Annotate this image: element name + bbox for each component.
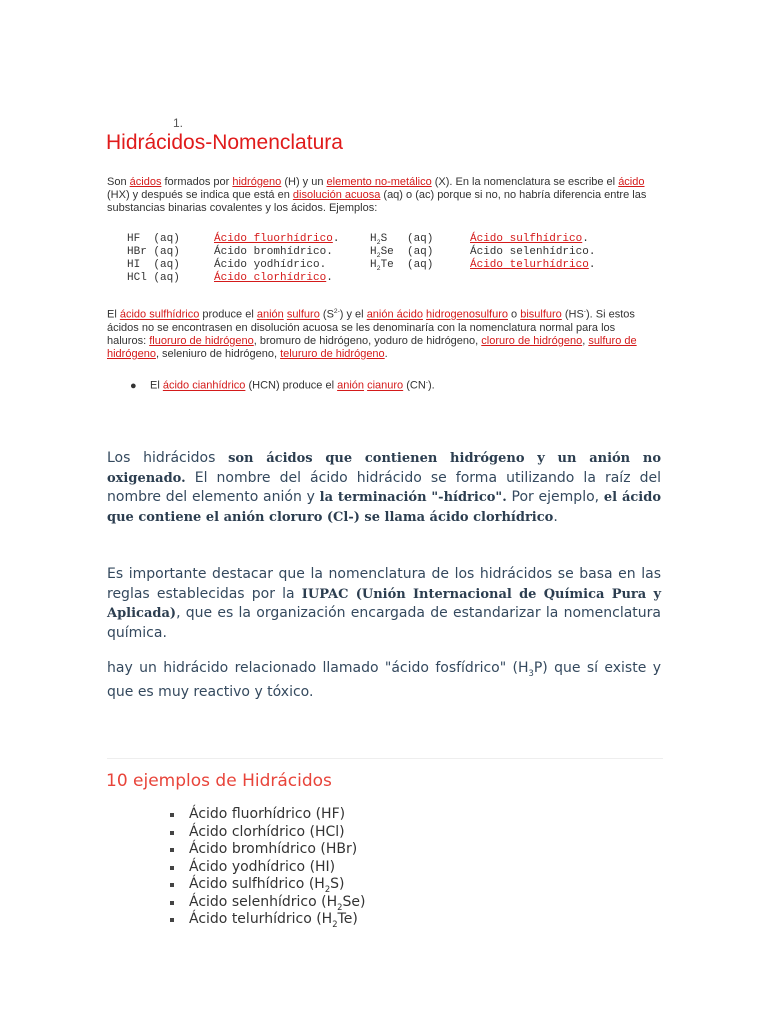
link-anion[interactable]: anión <box>337 379 365 392</box>
link-anion[interactable]: anión <box>256 308 284 321</box>
example-name: Ácido telurhídrico. <box>470 259 596 271</box>
link-anion-acido[interactable]: anión ácido <box>366 308 423 321</box>
example-name: Ácido sulfhídrico. <box>470 233 589 245</box>
page-title: Hidrácidos-Nomenclatura <box>106 131 343 154</box>
example-name: Ácido clorhídrico. <box>214 272 333 284</box>
square-bullet-icon <box>170 848 174 852</box>
link-cloruro-de-hidrogeno[interactable]: cloruro de hidrógeno <box>481 334 583 347</box>
example-formula: $H_2Se$ (aq) <box>370 246 434 260</box>
link-telururo-de-hidrogeno[interactable]: telururo de hidrógeno <box>280 347 385 360</box>
link-acido-cianhidrico[interactable]: ácido cianhídrico <box>162 379 246 392</box>
square-bullet-icon <box>170 813 174 817</box>
example-formula: HBr (aq) <box>127 246 180 258</box>
example-formula: HF (aq) <box>127 233 180 245</box>
link-bisulfuro[interactable]: bisulfuro <box>520 308 562 321</box>
square-bullet-icon <box>170 901 174 905</box>
example-name: Ácido selenhídrico. <box>470 246 596 258</box>
hidracidos-definition-paragraph: Los hidrácidos son ácidos que contienen hidrógeno y un anión no oxigenado. El nombre del ácido hidrácido se forma utilizando la raíz del nombre del elemento anión y la terminación "-hídrico". Por ejemplo, el ácido que contiene el anión cloruro (Cl-) se llama ácido clorhídrico. <box>107 450 661 525</box>
list-item: ● El ácido cianhídrico (HCN) produce el anión cianuro (CN-). <box>130 379 435 392</box>
example-name: Ácido yodhídrico. <box>214 259 327 271</box>
divider <box>107 758 663 759</box>
example-formula: HCl (aq) <box>127 272 180 284</box>
link-elemento-no-metalico[interactable]: elemento no-metálico <box>326 176 432 188</box>
link-cianuro[interactable]: cianuro <box>367 379 404 392</box>
link-fluoruro-de-hidrogeno[interactable]: fluoruro de hidrógeno <box>149 334 254 347</box>
link-acido-telurhidrico[interactable]: Ácido telurhídrico <box>470 259 589 271</box>
example-name: Ácido bromhídrico. <box>214 246 333 258</box>
link-sulfuro-de-hidrogeno[interactable]: sulfuro de hidrógeno <box>107 334 637 360</box>
link-acido-fluorhidrico[interactable]: Ácido fluorhídrico <box>214 233 333 245</box>
sulfhidrico-paragraph: El ácido sulfhídrico produce el anión sulfuro $(S^{2-})$ y el anión ácido hidrogenosulfuro o bisulfuro (HS-). Si estos ácidos no se encontrasen en disolución acuosa se les denominaría con la nomenclatura normal para los haluros: fluoruro de hidrógeno, bromuro de hidrógeno, yoduro de hidrógeno, cloruro de hidrógeno, sulfuro de hidrógeno, seleniuro de hidrógeno, telururo de hidrógeno. <box>107 308 637 360</box>
link-disolucion-acuosa[interactable]: disolución acuosa <box>292 189 381 201</box>
example-formula: $H_2S$ (aq) <box>370 233 434 247</box>
square-bullet-icon <box>170 883 174 887</box>
bullet-icon: ● <box>130 379 137 392</box>
fosfidrico-paragraph: hay un hidrácido relacionado llamado "ácido fosfídrico" $(H_3P)$ que sí existe y que es muy reactivo y tóxico. <box>107 660 661 701</box>
square-bullet-icon <box>170 918 174 922</box>
intro-paragraph: Son ácidos formados por hidrógeno (H) y un elemento no-metálico (X). En la nomenclatura se escribe el ácido (HX) y después se indica que está en disolución acuosa (aq) o (ac) porque si no, no habría diferencia entre las substancias binarias covalentes y los ácidos. Ejemplos: <box>107 176 647 214</box>
example-formula: HI (aq) <box>127 259 180 271</box>
link-acidos[interactable]: ácidos <box>129 176 162 188</box>
example-name: Ácido fluorhídrico. <box>214 233 340 245</box>
link-sulfuro[interactable]: sulfuro <box>286 308 320 321</box>
link-acido[interactable]: ácido <box>618 176 645 188</box>
link-acido-sulfhidrico[interactable]: ácido sulfhídrico <box>119 308 200 321</box>
list-number: 1. <box>173 116 184 130</box>
link-hidrogeno[interactable]: hidrógeno <box>232 176 282 188</box>
example-formula: $H_2Te$ (aq) <box>370 259 434 273</box>
section-heading: 10 ejemplos de Hidrácidos <box>106 771 332 791</box>
link-hidrogenosulfuro[interactable]: hidrogenosulfuro <box>426 308 508 321</box>
square-bullet-icon <box>170 831 174 835</box>
link-acido-clorhidrico[interactable]: Ácido clorhídrico <box>214 272 327 284</box>
iupac-paragraph: Es importante destacar que la nomenclatura de los hidrácidos se basa en las reglas establecidas por la IUPAC (Unión Internacional de Química Pura y Aplicada), que es la organización encargada de estandarizar la nomenclatura química. <box>107 566 661 641</box>
square-bullet-icon <box>170 866 174 870</box>
link-acido-sulfhidrico[interactable]: Ácido sulfhídrico <box>470 233 583 245</box>
